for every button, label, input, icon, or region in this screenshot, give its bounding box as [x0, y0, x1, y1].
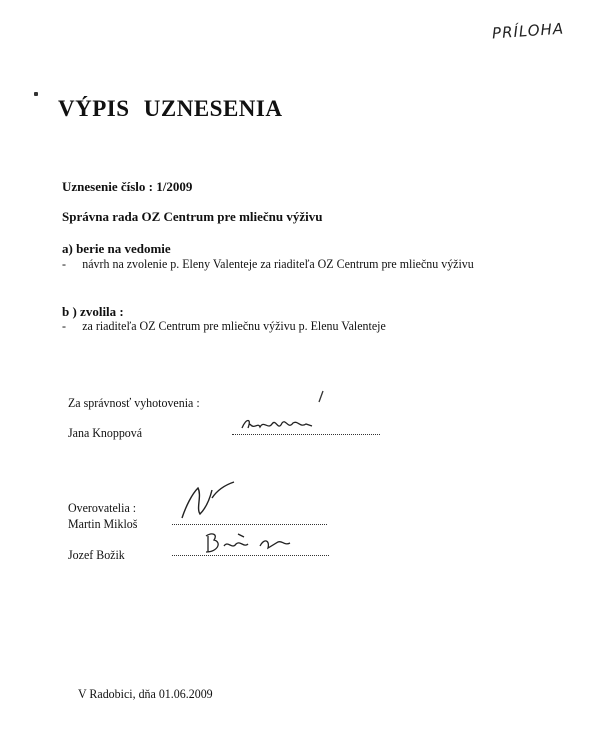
section-a-item: [62, 256, 474, 272]
section-a-item-text: návrh na zvolenie p. Eleny Valenteje za riaditeľa OZ Centrum pre mliečnu výživu: [82, 256, 474, 271]
signature-verifier-2: [198, 528, 294, 558]
verifiers-label: Overovatelia :: [68, 500, 137, 515]
stray-mark: [316, 390, 326, 404]
attachment-stamp: PRÍLOHA: [491, 19, 565, 43]
signature-line-verifier-1: [172, 524, 327, 525]
verifier-name: Jozef Božik: [68, 547, 125, 562]
section-b-heading: b ) zvolila :: [62, 304, 124, 319]
section-b-item-text: za riaditeľa OZ Centrum pre mliečnu výživu p. Elenu Valenteje: [82, 318, 386, 333]
board-name: Správna rada OZ Centrum pre mliečnu výživu: [62, 209, 323, 224]
section-a-heading: a) berie na vedomie: [62, 241, 171, 256]
section-b-item: [62, 318, 386, 334]
document-title: VÝPIS UZNESENIA: [58, 96, 283, 121]
bullet-dash: -: [62, 318, 66, 333]
prepared-by-name: Jana Knoppová: [68, 425, 143, 440]
bullet-dash: -: [62, 256, 66, 271]
resolution-number: Uznesenie číslo : 1/2009: [62, 179, 193, 194]
signature-preparer: [238, 414, 318, 438]
correctness-label: Za správnosť vyhotovenia :: [68, 395, 200, 410]
place-and-date: V Radobici, dňa 01.06.2009: [78, 686, 213, 701]
scan-speck: [34, 92, 38, 96]
signature-verifier-1: [176, 480, 242, 524]
verifier-name: Martin Mikloš: [68, 516, 138, 531]
